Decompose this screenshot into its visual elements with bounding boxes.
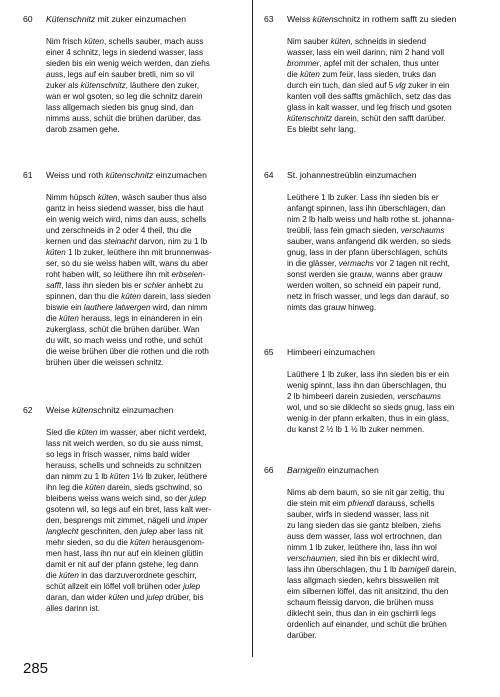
recipe-number: 64 xyxy=(264,170,274,180)
recipe-number: 65 xyxy=(264,347,274,357)
column-divider xyxy=(252,0,253,657)
recipe-heading xyxy=(264,465,486,476)
recipe-body: Laüthere 1 lb zuker, lass ihn sieden bis er ein wenig spinnt, lass ihn dan überschlagen, thu 2 lb himbeeri darein zusieden, verschaums wol, und so sie diklecht so sieds gnug, lass ein wenig in der pfann erkalten, thus in ein glass, du kanst 2 ½ lb 1 ½ lb zuker nemmen. xyxy=(287,370,455,434)
recipe-heading xyxy=(264,14,486,25)
recipe-number: 61 xyxy=(23,170,33,180)
recipe-heading xyxy=(23,405,240,416)
recipe-body: Nim frisch küten, schells sauber, mach auss einer 4 schnitz, legs in siedend wasser, lass sieden bis ein wenig weich werden, dan ziehs auss, legs auf ein sauber bretli, nim so vil zuker als kütenschnitz, läuthere den zuker, wan er wol gsoten, so leg die schnitz darein lass allgemach sieden bis gnug sind, dan nimms auss, schüt die brühen darüber, das darob zsamen gehe. xyxy=(46,37,210,134)
recipe-body: Nims ab dem baum, so sie nit gar zeitig, thu die stein mit eim pfriendl darauss, schells sauber, wirfs in siedend wasser, lass nit zu lang sieden das sie gantz bleiben, ziehs auss dem wasser, lass wol ertrochnen, dan nimm 1 lb zuker, leüthere ihn, lass ihn wol verschaumen, sied ihn bis er diklecht wird, lass ihn überschlagen, thu 1 lb barnigeli darein, lass allgmach sieden, kehrs bissweilen mit eim silbernen löffel, das nit ansitzind, thu den schaum fleissig darvon, die brühen muss diklecht sein, thus dan in ein gschirrli legs ordenlich auf einander, und schüt die brühen darüber. xyxy=(287,488,457,640)
recipe-body: Nimm hüpsch küten, wäsch sauber thus also gantz in heiss siedend wasser, biss die haut ein wenig weich wird, nims dan auss, schells und zerschneids in 2 oder 4 theil, thu die kernen und das steinacht darvon, nim zu 1 lb küten 1 lb zuker, leüthere ihn mit brunnenwas- ser, so du sie weiss haben wilt, wans du aber roht haben wilt, so leüthere ihn mit erbselen- safft, lass ihn sieden bis er schier anhebt zu spinnen, dan thu die küten darein, lass sieden biswie ein lauthere latwergen wird, dan nimm die küten herauss, legs in einanderen in ein zukerglass, schüt die brühen darüber. Wan du wilt, so mach weiss und rothe, und schüt die weise brühen über die rothen und die roth brühen über die weissen schnitz. xyxy=(46,193,212,367)
page-number: 285 xyxy=(23,660,49,677)
recipe-title: Weise kütenschnitz einzumachen xyxy=(46,405,174,415)
recipe-body: Nim sauber küten, schneids in siedend wasser, lass ein weil darinn, nim 2 hand voll brommer, apfel mit der schalen, thus unter die küten zum feür, lass sieden, truks dan durch ein tuch, dan sied auf 5 vlg zuker in ein kanten voll des saffts gmächlich, setz das das glass in kalt wasser, und leg frisch und gsoten kütenschnitz darein, schüt den safft darüber. Es bleibt sehr lang. xyxy=(287,37,452,134)
recipe-heading xyxy=(23,14,240,25)
recipe-number: 63 xyxy=(264,14,274,24)
recipe-title: St. johannestreüblin einzumachen xyxy=(287,170,417,180)
recipe-title: Barnigelin einzumachen xyxy=(287,465,379,475)
recipe-body: Leüthere 1 lb zuker. Lass ihn sieden bis er anfangt spinnen, lass ihn überschlagen, dan nim 2 lb halb weiss und halb rothe st. johanna- treüblí, lass fein gmach sieden, verschaums sauber, wans anfangend dik werden, so sieds gnug, lass in der pfann überschlagen, schüts in die glässer, vermachs vor 2 tagen nit recht, sonst werden sie grauw, wanns aber grauw werden wolten, so schneid ein papeir rund, netz in frisch wasser, und legs dan darauf, so nimts das grauw hinweg. xyxy=(287,193,454,312)
recipe-heading xyxy=(264,347,486,358)
recipe-heading xyxy=(23,170,240,181)
recipe-title: Kütenschnitz mit zuker einzumachen xyxy=(46,14,186,24)
recipe-63 xyxy=(264,14,486,135)
recipe-number: 60 xyxy=(23,14,33,24)
recipe-title: Weiss kütenschnitz in rothem safft zu sieden xyxy=(287,14,457,24)
recipe-title: Weiss und roth kütenschnitz einzumachen xyxy=(46,170,207,180)
recipe-61 xyxy=(23,170,240,368)
recipe-number: 66 xyxy=(264,465,274,475)
recipe-65 xyxy=(264,347,486,435)
recipe-title: Himbeeri einzumachen xyxy=(287,347,375,357)
recipe-body: Sied die küten im wasser, aber nicht verdekt, lass nit weich werden, so du sie auss nimst, so legs in frisch wasser, nims bald wider herauss, schells und schneids zu schnitzen dan nimm zu 1 lb küten 1½ lb zuker, leüthere ihn leg die küten darein, sieds gschwind, so bleibens weiss wans weich sind, so der julep gsotenn wil, so legs auf ein bret, lass kalt wer- den, besprengs mit zimmet, nägeli und imper langlecht geschniten, den julep aber lass nit mehr sieden, so du die küten herausgenom- men hast, lass ihn nur auf ein kleinen glütlin damit er nit auf der pfann gstehe, leg dann die küten in das darzuverordnete geschirr, schüt allzeit ein löffel voll brühen oder julep daran, dan wider küten und julep drüber, bis alles darinn ist. xyxy=(46,428,212,613)
recipe-heading xyxy=(264,170,486,181)
recipe-number: 62 xyxy=(23,405,33,415)
recipe-60 xyxy=(23,14,240,135)
recipe-64 xyxy=(264,170,486,313)
recipe-66 xyxy=(264,465,486,641)
recipe-62 xyxy=(23,405,240,614)
